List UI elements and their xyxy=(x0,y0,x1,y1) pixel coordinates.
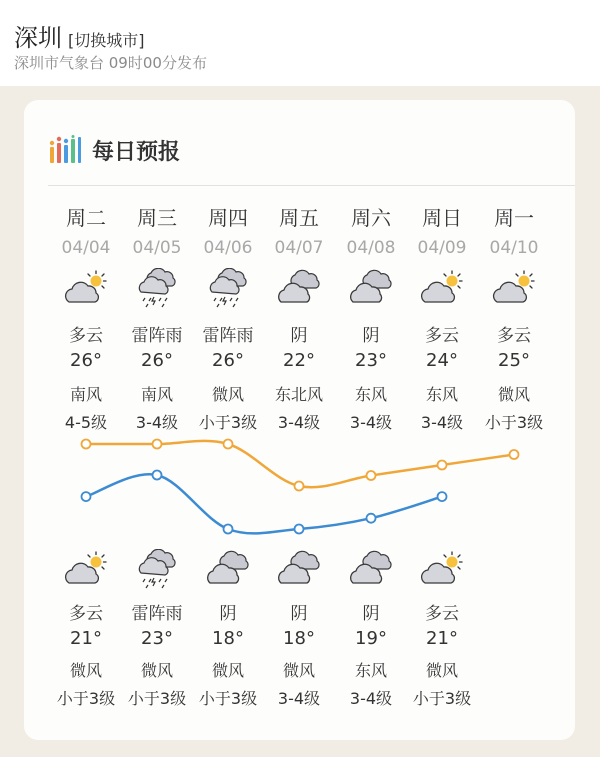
day-wind-direction: 微风 xyxy=(497,385,530,404)
weekday-label: 周五 xyxy=(279,206,319,230)
overcast-icon xyxy=(348,549,394,589)
day-wind-direction: 微风 xyxy=(211,385,244,404)
date-label: 04/08 xyxy=(346,238,396,258)
weekday-label: 周日 xyxy=(422,206,462,230)
card-header xyxy=(48,130,180,170)
low-temp: 21° xyxy=(426,628,458,649)
day-condition: 多云 xyxy=(425,326,459,346)
city-row xyxy=(14,18,145,53)
publish-info: 深圳市气象台 09时00分发布 xyxy=(14,54,207,72)
low-temp: 18° xyxy=(283,628,315,649)
switch-city-link[interactable]: [切换城市] xyxy=(68,31,145,50)
header-bar xyxy=(0,0,600,86)
date-label: 04/09 xyxy=(417,238,467,258)
night-condition: 阴 xyxy=(219,604,237,624)
night-wind-direction: 微风 xyxy=(425,661,458,680)
low-temp: 21° xyxy=(70,628,102,649)
weekday-label: 周三 xyxy=(137,206,177,230)
partly-cloudy-icon xyxy=(491,268,537,308)
date-label: 04/07 xyxy=(274,238,324,258)
night-condition: 阴 xyxy=(362,604,380,624)
night-condition: 多云 xyxy=(69,604,103,624)
day-condition: 多云 xyxy=(69,326,103,346)
high-temp: 23° xyxy=(355,350,387,371)
day-wind-direction: 南风 xyxy=(69,385,102,404)
overcast-icon xyxy=(205,549,251,589)
night-condition: 雷阵雨 xyxy=(131,604,183,624)
partly-cloudy-icon xyxy=(419,268,465,308)
day-wind-level: 小于3级 xyxy=(484,413,544,432)
day-wind-direction: 东风 xyxy=(354,385,387,404)
date-label: 04/05 xyxy=(132,238,182,258)
night-condition: 阴 xyxy=(290,604,308,624)
weekday-label: 周四 xyxy=(208,206,248,230)
night-wind-level: 3-4级 xyxy=(349,689,393,708)
high-temp: 22° xyxy=(283,350,315,371)
overcast-icon xyxy=(276,549,322,589)
day-wind-level: 4-5级 xyxy=(64,413,108,432)
date-label: 04/06 xyxy=(203,238,253,258)
low-temp: 18° xyxy=(212,628,244,649)
day-wind-direction: 南风 xyxy=(140,385,173,404)
partly-cloudy-icon xyxy=(63,268,109,308)
thunder-shower-icon xyxy=(205,268,251,308)
weekday-label: 周一 xyxy=(494,206,534,230)
high-temp: 26° xyxy=(70,350,102,371)
night-wind-direction: 东风 xyxy=(354,661,387,680)
bar-chart-icon xyxy=(48,135,82,165)
weekday-label: 周二 xyxy=(66,206,106,230)
partly-cloudy-icon xyxy=(419,549,465,589)
low-temp: 23° xyxy=(141,628,173,649)
day-wind-level: 3-4级 xyxy=(135,413,179,432)
day-condition: 雷阵雨 xyxy=(131,326,183,346)
date-label: 04/10 xyxy=(489,238,539,258)
night-wind-level: 小于3级 xyxy=(412,689,472,708)
high-temp: 26° xyxy=(141,350,173,371)
high-temp: 25° xyxy=(498,350,530,371)
overcast-icon xyxy=(276,268,322,308)
night-wind-direction: 微风 xyxy=(282,661,315,680)
day-condition: 雷阵雨 xyxy=(202,326,254,346)
day-condition: 阴 xyxy=(290,326,308,346)
day-wind-level: 3-4级 xyxy=(420,413,464,432)
night-wind-level: 3-4级 xyxy=(277,689,321,708)
night-condition: 多云 xyxy=(425,604,459,624)
night-wind-level: 小于3级 xyxy=(56,689,116,708)
day-wind-level: 小于3级 xyxy=(198,413,258,432)
day-wind-level: 3-4级 xyxy=(349,413,393,432)
night-wind-direction: 微风 xyxy=(140,661,173,680)
day-wind-level: 3-4级 xyxy=(277,413,321,432)
thunder-shower-icon xyxy=(134,549,180,589)
thunder-shower-icon xyxy=(134,268,180,308)
night-wind-level: 小于3级 xyxy=(127,689,187,708)
city-name: 深圳 xyxy=(14,24,62,52)
weekday-label: 周六 xyxy=(351,206,391,230)
day-wind-direction: 东风 xyxy=(425,385,458,404)
high-temp: 24° xyxy=(426,350,458,371)
card-title: 每日预报 xyxy=(92,139,181,165)
night-wind-level: 小于3级 xyxy=(198,689,258,708)
high-temp: 26° xyxy=(212,350,244,371)
low-temp: 19° xyxy=(355,628,387,649)
overcast-icon xyxy=(348,268,394,308)
night-wind-direction: 微风 xyxy=(211,661,244,680)
night-wind-direction: 微风 xyxy=(69,661,102,680)
date-label: 04/04 xyxy=(61,238,111,258)
partly-cloudy-icon xyxy=(63,549,109,589)
divider xyxy=(48,185,575,186)
day-condition: 多云 xyxy=(497,326,531,346)
day-wind-direction: 东北风 xyxy=(274,385,323,404)
day-condition: 阴 xyxy=(362,326,380,346)
